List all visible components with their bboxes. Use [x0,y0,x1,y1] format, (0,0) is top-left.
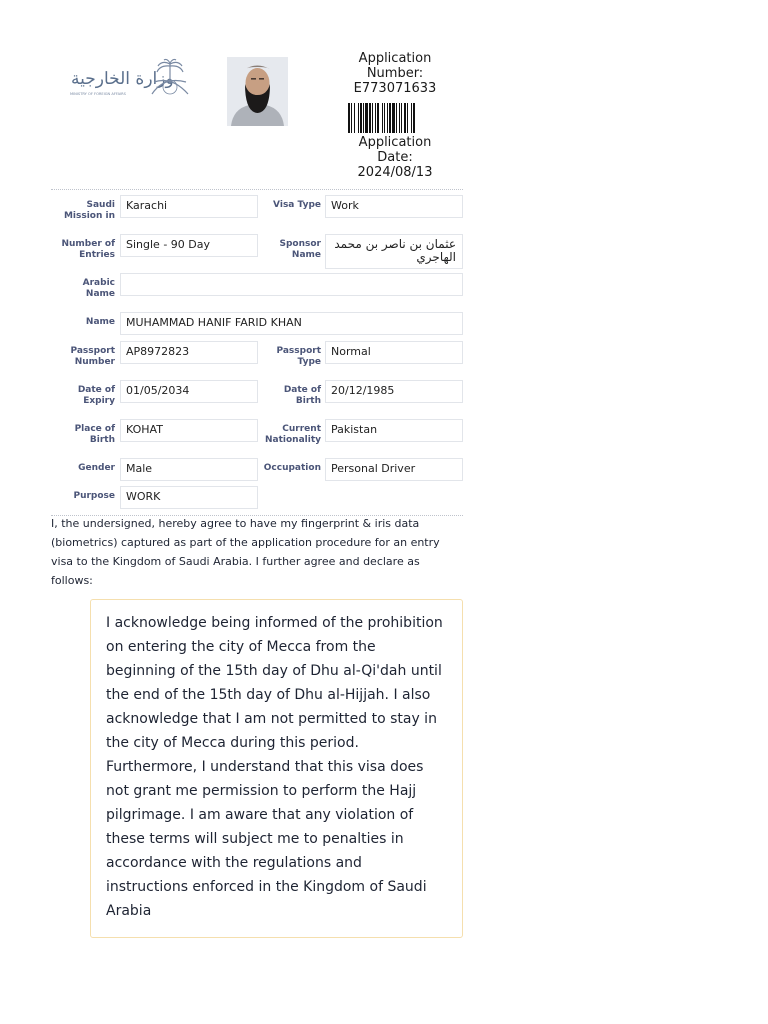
visa-type-label: Visa Type [273,200,321,210]
expiry-value: 01/05/2034 [120,380,258,403]
barcode-bar [392,103,395,133]
entries-value: Single - 90 Day [120,234,258,257]
barcode-bar [369,103,371,133]
barcode-bar [365,103,368,133]
arabic-name-value [120,273,463,296]
arabic-name-label: Arabic Name [82,278,115,299]
ministry-logo [68,56,192,106]
sponsor-label: Sponsor Name [279,239,321,260]
divider [51,189,463,190]
nationality-value: Pakistan [325,419,463,442]
sponsor-value: عثمان بن ناصر بن محمد الهاجري [325,234,463,269]
barcode-bar [382,103,383,133]
application-number-label: Application Number: [358,51,432,81]
barcode-bar [407,103,408,133]
application-date: 2024/08/13 [357,165,433,180]
application-number-block [340,51,450,96]
name-label: Name [85,317,115,327]
birth-date-value: 20/12/1985 [325,380,463,403]
passport-type-label: Passport Type [276,346,321,367]
passport-type-value: Normal [325,341,463,364]
gender-value: Male [120,458,258,481]
purpose-label: Purpose [73,491,115,501]
nationality-label: Current Nationality [265,424,321,445]
application-date-block [340,135,450,180]
barcode-bar [404,103,406,133]
barcode-bar [384,103,385,133]
barcode-icon [348,103,440,133]
barcode-bar [358,103,359,133]
barcode-bar [375,103,376,133]
name-value: MUHAMMAD HANIF FARID KHAN [120,312,463,335]
mission-value: Karachi [120,195,258,218]
barcode-bar [377,103,379,133]
passport-number-value: AP8972823 [120,341,258,364]
application-date-label: Application Date: [358,135,432,165]
mecca-notice: I acknowledge being informed of the prohibition on entering the city of Mecca from the beginning of the 15th day of Dhu al-Qi'dah until the end of the 15th day of Dhu al-Hijjah. I also acknowledge that I am not permitted to stay in the city of Mecca during this period. Furthermore, I understand that this visa does not grant me permission to perform the Hajj pilgrimage. I am aware that any violation of these terms will subject me to penalties in accordance with the regulations and instructions enforced in the Kingdom of Saudi Arabia [90,599,463,938]
barcode-bar [348,103,350,133]
purpose-value: WORK [120,486,258,509]
expiry-label: Date of Expiry [77,385,115,406]
applicant-photo [227,57,288,126]
barcode-bar [411,103,412,133]
logo-arabic-text: وزارة الخارجية [71,69,174,89]
logo-english-text: MINISTRY OF FOREIGN AFFAIRS [70,92,126,96]
barcode-bar [399,103,400,133]
occupation-value: Personal Driver [325,458,463,481]
barcode-bar [401,103,402,133]
entries-label: Number of Entries [61,239,115,260]
passport-number-label: Passport Number [70,346,115,367]
barcode-bar [354,103,355,133]
application-number: E773071633 [353,81,437,96]
mission-label: Saudi Mission in [63,200,115,221]
occupation-label: Occupation [263,463,321,473]
barcode-bar [351,103,352,133]
barcode-bar [396,103,397,133]
barcode-bar [372,103,373,133]
birth-place-label: Place of Birth [74,424,115,445]
barcode-bar [360,103,362,133]
birth-place-value: KOHAT [120,419,258,442]
barcode-bar [389,103,391,133]
barcode-bar [363,103,364,133]
barcode-bar [413,103,415,133]
birth-date-label: Date of Birth [283,385,321,406]
visa-type-value: Work [325,195,463,218]
declaration-text: I, the undersigned, hereby agree to have my fingerprint & iris data (biometrics) captured as part of the application procedure for an entry visa to the Kingdom of Saudi Arabia. I further agree and declare as follows: [51,517,440,587]
barcode-bar [387,103,388,133]
gender-label: Gender [78,463,115,473]
